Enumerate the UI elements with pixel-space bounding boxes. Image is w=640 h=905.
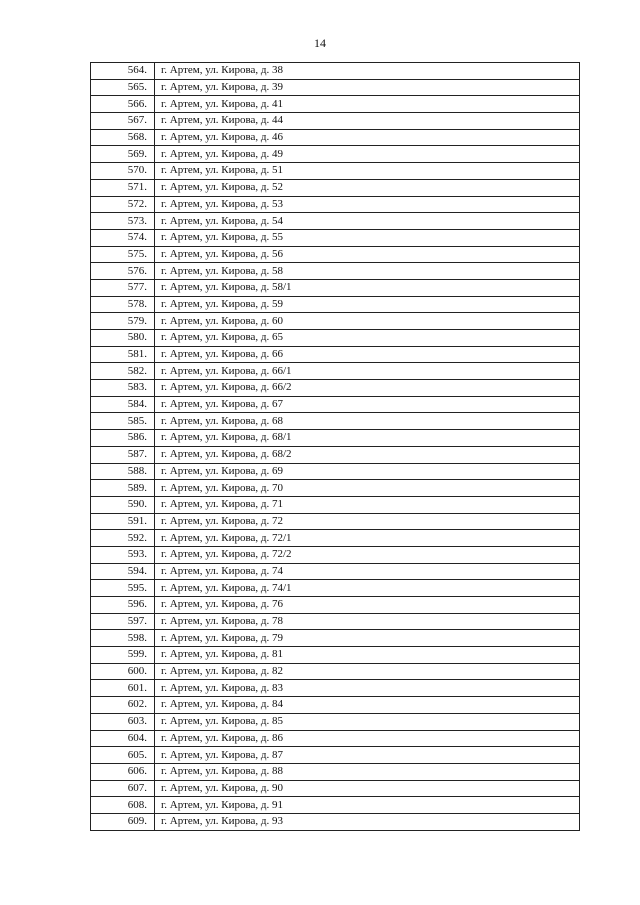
row-address: г. Артем, ул. Кирова, д. 90 bbox=[155, 780, 580, 797]
row-address: г. Артем, ул. Кирова, д. 38 bbox=[155, 63, 580, 80]
row-number: 566. bbox=[91, 96, 155, 113]
table-row bbox=[91, 730, 580, 747]
row-address: г. Артем, ул. Кирова, д. 71 bbox=[155, 496, 580, 513]
address-table-body bbox=[91, 63, 580, 831]
table-row bbox=[91, 663, 580, 680]
table-row bbox=[91, 96, 580, 113]
row-address: г. Артем, ул. Кирова, д. 49 bbox=[155, 146, 580, 163]
row-number: 604. bbox=[91, 730, 155, 747]
row-number: 578. bbox=[91, 296, 155, 313]
row-address: г. Артем, ул. Кирова, д. 58 bbox=[155, 263, 580, 280]
table-row bbox=[91, 463, 580, 480]
table-row bbox=[91, 279, 580, 296]
row-address: г. Артем, ул. Кирова, д. 76 bbox=[155, 597, 580, 614]
row-number: 585. bbox=[91, 413, 155, 430]
row-number: 590. bbox=[91, 496, 155, 513]
row-number: 605. bbox=[91, 747, 155, 764]
address-table bbox=[90, 62, 580, 831]
row-address: г. Артем, ул. Кирова, д. 66/2 bbox=[155, 380, 580, 397]
row-address: г. Артем, ул. Кирова, д. 69 bbox=[155, 463, 580, 480]
table-row bbox=[91, 813, 580, 830]
row-address: г. Артем, ул. Кирова, д. 68/1 bbox=[155, 430, 580, 447]
row-number: 595. bbox=[91, 580, 155, 597]
row-address: г. Артем, ул. Кирова, д. 66 bbox=[155, 346, 580, 363]
table-row bbox=[91, 413, 580, 430]
table-row bbox=[91, 613, 580, 630]
table-row bbox=[91, 363, 580, 380]
row-address: г. Артем, ул. Кирова, д. 72/1 bbox=[155, 530, 580, 547]
row-number: 607. bbox=[91, 780, 155, 797]
row-number: 565. bbox=[91, 79, 155, 96]
row-address: г. Артем, ул. Кирова, д. 83 bbox=[155, 680, 580, 697]
table-row bbox=[91, 380, 580, 397]
row-number: 564. bbox=[91, 63, 155, 80]
row-number: 570. bbox=[91, 163, 155, 180]
row-address: г. Артем, ул. Кирова, д. 84 bbox=[155, 697, 580, 714]
row-address: г. Артем, ул. Кирова, д. 67 bbox=[155, 396, 580, 413]
row-address: г. Артем, ул. Кирова, д. 70 bbox=[155, 480, 580, 497]
table-row bbox=[91, 430, 580, 447]
row-number: 579. bbox=[91, 313, 155, 330]
row-address: г. Артем, ул. Кирова, д. 78 bbox=[155, 613, 580, 630]
row-number: 606. bbox=[91, 763, 155, 780]
table-row bbox=[91, 763, 580, 780]
row-number: 593. bbox=[91, 546, 155, 563]
row-address: г. Артем, ул. Кирова, д. 59 bbox=[155, 296, 580, 313]
row-number: 608. bbox=[91, 797, 155, 814]
table-row bbox=[91, 580, 580, 597]
row-number: 567. bbox=[91, 113, 155, 130]
row-number: 576. bbox=[91, 263, 155, 280]
table-row bbox=[91, 63, 580, 80]
row-address: г. Артем, ул. Кирова, д. 81 bbox=[155, 647, 580, 664]
table-row bbox=[91, 346, 580, 363]
row-address: г. Артем, ул. Кирова, д. 91 bbox=[155, 797, 580, 814]
row-number: 588. bbox=[91, 463, 155, 480]
row-address: г. Артем, ул. Кирова, д. 39 bbox=[155, 79, 580, 96]
table-row bbox=[91, 546, 580, 563]
table-row bbox=[91, 213, 580, 230]
row-address: г. Артем, ул. Кирова, д. 86 bbox=[155, 730, 580, 747]
table-row bbox=[91, 496, 580, 513]
row-address: г. Артем, ул. Кирова, д. 60 bbox=[155, 313, 580, 330]
table-row bbox=[91, 797, 580, 814]
row-address: г. Артем, ул. Кирова, д. 74/1 bbox=[155, 580, 580, 597]
table-row bbox=[91, 113, 580, 130]
table-row bbox=[91, 79, 580, 96]
row-number: 600. bbox=[91, 663, 155, 680]
table-row bbox=[91, 246, 580, 263]
table-row bbox=[91, 146, 580, 163]
row-number: 581. bbox=[91, 346, 155, 363]
row-address: г. Артем, ул. Кирова, д. 88 bbox=[155, 763, 580, 780]
row-address: г. Артем, ул. Кирова, д. 85 bbox=[155, 713, 580, 730]
table-row bbox=[91, 229, 580, 246]
row-address: г. Артем, ул. Кирова, д. 44 bbox=[155, 113, 580, 130]
row-number: 603. bbox=[91, 713, 155, 730]
row-number: 574. bbox=[91, 229, 155, 246]
row-address: г. Артем, ул. Кирова, д. 41 bbox=[155, 96, 580, 113]
row-number: 584. bbox=[91, 396, 155, 413]
row-number: 592. bbox=[91, 530, 155, 547]
row-number: 599. bbox=[91, 647, 155, 664]
row-number: 598. bbox=[91, 630, 155, 647]
row-address: г. Артем, ул. Кирова, д. 68 bbox=[155, 413, 580, 430]
row-number: 575. bbox=[91, 246, 155, 263]
row-number: 586. bbox=[91, 430, 155, 447]
table-row bbox=[91, 163, 580, 180]
row-number: 582. bbox=[91, 363, 155, 380]
table-row bbox=[91, 480, 580, 497]
row-number: 601. bbox=[91, 680, 155, 697]
row-number: 577. bbox=[91, 279, 155, 296]
table-row bbox=[91, 263, 580, 280]
table-row bbox=[91, 563, 580, 580]
row-address: г. Артем, ул. Кирова, д. 72 bbox=[155, 513, 580, 530]
table-row bbox=[91, 313, 580, 330]
row-number: 569. bbox=[91, 146, 155, 163]
row-number: 572. bbox=[91, 196, 155, 213]
row-address: г. Артем, ул. Кирова, д. 56 bbox=[155, 246, 580, 263]
row-address: г. Артем, ул. Кирова, д. 54 bbox=[155, 213, 580, 230]
row-number: 597. bbox=[91, 613, 155, 630]
table-row bbox=[91, 296, 580, 313]
table-row bbox=[91, 780, 580, 797]
table-row bbox=[91, 530, 580, 547]
row-address: г. Артем, ул. Кирова, д. 68/2 bbox=[155, 446, 580, 463]
page-number: 14 bbox=[314, 36, 326, 50]
row-address: г. Артем, ул. Кирова, д. 58/1 bbox=[155, 279, 580, 296]
row-number: 573. bbox=[91, 213, 155, 230]
row-address: г. Артем, ул. Кирова, д. 55 bbox=[155, 229, 580, 246]
row-address: г. Артем, ул. Кирова, д. 79 bbox=[155, 630, 580, 647]
row-number: 580. bbox=[91, 330, 155, 347]
row-number: 591. bbox=[91, 513, 155, 530]
row-address: г. Артем, ул. Кирова, д. 87 bbox=[155, 747, 580, 764]
row-address: г. Артем, ул. Кирова, д. 82 bbox=[155, 663, 580, 680]
row-address: г. Артем, ул. Кирова, д. 74 bbox=[155, 563, 580, 580]
row-address: г. Артем, ул. Кирова, д. 72/2 bbox=[155, 546, 580, 563]
table-row bbox=[91, 713, 580, 730]
row-number: 583. bbox=[91, 380, 155, 397]
table-row bbox=[91, 446, 580, 463]
row-number: 602. bbox=[91, 697, 155, 714]
table-row bbox=[91, 129, 580, 146]
table-row bbox=[91, 647, 580, 664]
row-address: г. Артем, ул. Кирова, д. 53 bbox=[155, 196, 580, 213]
row-address: г. Артем, ул. Кирова, д. 65 bbox=[155, 330, 580, 347]
row-number: 594. bbox=[91, 563, 155, 580]
row-address: г. Артем, ул. Кирова, д. 93 bbox=[155, 813, 580, 830]
row-number: 571. bbox=[91, 179, 155, 196]
table-row bbox=[91, 330, 580, 347]
row-number: 587. bbox=[91, 446, 155, 463]
table-row bbox=[91, 179, 580, 196]
row-number: 568. bbox=[91, 129, 155, 146]
row-address: г. Артем, ул. Кирова, д. 51 bbox=[155, 163, 580, 180]
row-address: г. Артем, ул. Кирова, д. 46 bbox=[155, 129, 580, 146]
table-row bbox=[91, 697, 580, 714]
table-row bbox=[91, 747, 580, 764]
table-row bbox=[91, 597, 580, 614]
row-address: г. Артем, ул. Кирова, д. 66/1 bbox=[155, 363, 580, 380]
table-row bbox=[91, 196, 580, 213]
row-address: г. Артем, ул. Кирова, д. 52 bbox=[155, 179, 580, 196]
table-row bbox=[91, 630, 580, 647]
table-row bbox=[91, 680, 580, 697]
table-row bbox=[91, 396, 580, 413]
row-number: 609. bbox=[91, 813, 155, 830]
table-row bbox=[91, 513, 580, 530]
row-number: 589. bbox=[91, 480, 155, 497]
row-number: 596. bbox=[91, 597, 155, 614]
